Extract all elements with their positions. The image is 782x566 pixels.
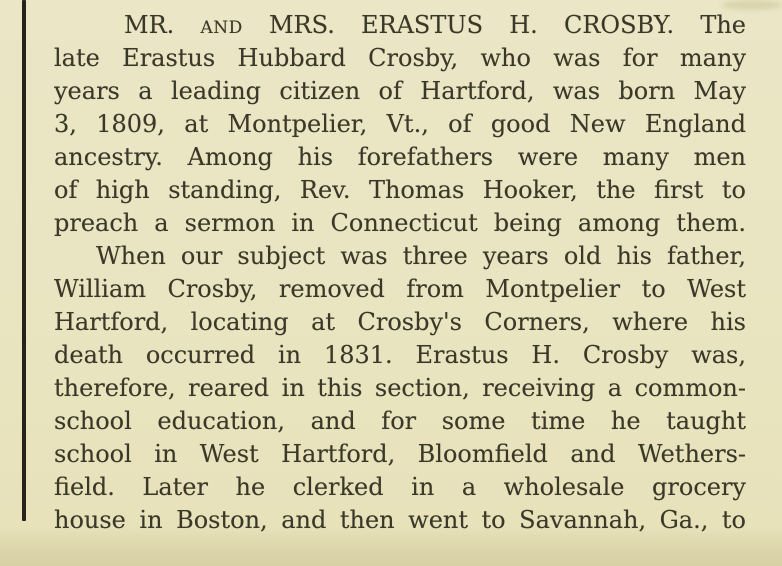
text-line: ancestry. Among his forefathers were many men <box>54 143 746 171</box>
text-line: house in Boston, and then went to Savannah, Ga., to <box>54 506 746 534</box>
text-line: late Erastus Hubbard Crosby, who was for many <box>54 44 746 72</box>
text-line: Hartford, locating at Crosby's Corners, where his <box>54 308 746 336</box>
text-line: school in West Hartford, Bloomfield and Wethers- <box>54 440 746 468</box>
text-line: years a leading citizen of Hartford, was born May <box>54 77 746 105</box>
page-text <box>54 9 746 537</box>
heading-and-smallcaps: and <box>200 11 243 39</box>
heading-line <box>54 9 746 42</box>
text-line: When our subject was three years old his father, <box>96 242 746 270</box>
paragraph-2 <box>54 240 746 537</box>
text-line: preach a sermon in Connecticut being among them. <box>54 209 746 237</box>
left-margin-rule <box>22 0 26 521</box>
text-line: death occurred in 1831. Erastus H. Crosby was, <box>54 341 746 369</box>
text-line: therefore, reared in this section, receiving a common- <box>54 374 746 402</box>
heading-rest: MRS. ERASTUS H. CROSBY. The <box>242 11 746 39</box>
text-line: William Crosby, removed from Montpelier to West <box>54 275 746 303</box>
heading-mr: MR. <box>124 11 201 39</box>
paragraph-1 <box>54 9 746 240</box>
text-line: 3, 1809, at Montpelier, Vt., of good New England <box>54 110 746 138</box>
text-line: school education, and for some time he taught <box>54 407 746 435</box>
text-line: of high standing, Rev. Thomas Hooker, the first to <box>54 176 746 204</box>
text-line: field. Later he clerked in a wholesale grocery <box>54 473 746 501</box>
